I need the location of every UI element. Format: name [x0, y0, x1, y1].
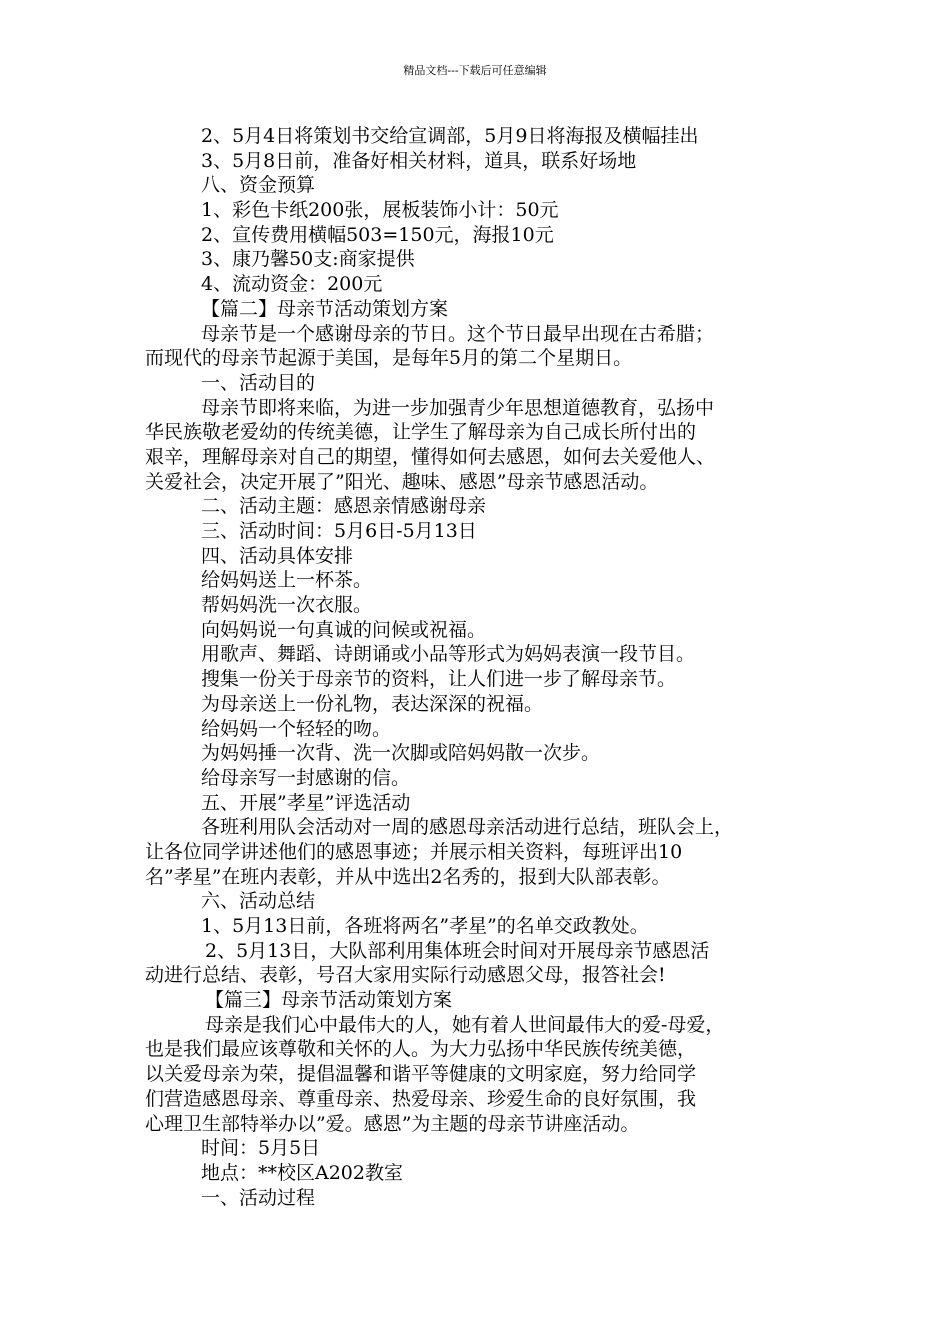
text-line: 以关爱母亲为荣，提倡温馨和谐平等健康的文明家庭，努力给同学 [145, 1063, 697, 1086]
text-line: 艰辛，理解母亲对自己的期望，懂得如何去感恩，如何去关爱他人、 [145, 445, 716, 468]
text-line: 各班利用队会活动对一周的感恩母亲活动进行总结，班队会上， [201, 816, 734, 839]
text-line: 让各位同学讲述他们的感恩事迹；并展示相关资料，每班评出10 [145, 840, 683, 863]
text-line: 给妈妈一个轻轻的吻。 [201, 717, 392, 740]
text-line: 3、5月8日前，准备好相关材料，道具，联系好场地 [201, 149, 637, 172]
text-line: 给母亲写一封感谢的信。 [201, 766, 411, 789]
text-line: 2、宣传费用横幅503=150元，海报10元 [201, 223, 554, 246]
text-line: 2、5月13日，大队部利用集体班会时间对开展母亲节感恩活 [205, 939, 710, 962]
text-line: 们营造感恩母亲、尊重母亲、热爱母亲、珍爱生命的良好氛围，我 [145, 1087, 697, 1110]
text-line: 关爱社会，决定开展了”阳光、趣味、感恩”母亲节感恩活动。 [145, 470, 659, 493]
article-title: 【篇二】母亲节活动策划方案 [201, 297, 449, 320]
text-line: 地点：**校区A202教室 [201, 1161, 403, 1184]
text-line: 帮妈妈洗一次衣服。 [201, 594, 373, 617]
text-line: 华民族敬老爱幼的传统美德，让学生了解母亲为自己成长所付出的 [145, 421, 697, 444]
text-line: 心理卫生部特举办以”爱。感恩”为主题的母亲节讲座活动。 [145, 1112, 640, 1135]
document-body [145, 124, 815, 1210]
page-header: 精品文档---下载后可任意编辑 [403, 64, 547, 77]
text-line: 2、5月4日将策划书交给宣调部，5月9日将海报及横幅挂出 [201, 125, 699, 147]
text-line: 1、彩色卡纸200张，展板装饰小计：50元 [201, 199, 559, 222]
article-title: 【篇三】母亲节活动策划方案 [205, 989, 453, 1012]
section-heading: 二、活动主题：感恩亲情感谢母亲 [201, 495, 487, 518]
text-line: 1、5月13日前，各班将两名”孝星”的名单交政教处。 [201, 915, 649, 937]
section-heading: 一、活动过程 [201, 1186, 316, 1209]
text-line: 用歌声、舞蹈、诗朗诵或小品等形式为妈妈表演一段节目。 [201, 643, 696, 666]
text-line: 为妈妈捶一次背、洗一次脚或陪妈妈散一次步。 [201, 742, 601, 765]
text-line: 为母亲送上一份礼物，表达深深的祝福。 [201, 692, 544, 715]
text-line: 给妈妈送上一杯茶。 [201, 569, 373, 592]
section-heading: 五、开展”孝星”评选活动 [201, 791, 411, 814]
text-line: 也是我们最应该尊敬和关怀的人。为大力弘扬中华民族传统美德， [145, 1038, 697, 1061]
text-line: 3、康乃馨50支:商家提供 [201, 248, 415, 271]
section-heading: 六、活动总结 [201, 890, 316, 913]
text-line: 4、流动资金：200元 [201, 273, 383, 296]
section-heading: 八、资金预算 [201, 174, 316, 197]
text-line: 母亲节即将来临，为进一步加强青少年思想道德教育，弘扬中 [201, 396, 715, 419]
text-line: 母亲节是一个感谢母亲的节日。这个节日最早出现在古希腊； [201, 322, 715, 345]
text-line: 名”孝星”在班内表彰，并从中选出2名秀的，报到大队部表彰。 [145, 865, 671, 888]
text-line: 母亲是我们心中最伟大的人，她有着人世间最伟大的爱-母爱， [205, 1013, 725, 1036]
text-line: 向妈妈说一句真诚的问候或祝福。 [201, 618, 487, 641]
section-heading: 三、活动时间：5月6日-5月13日 [201, 520, 477, 542]
section-heading: 一、活动目的 [201, 371, 316, 394]
text-line: 时间：5月5日 [201, 1137, 321, 1160]
section-heading: 四、活动具体安排 [201, 544, 354, 567]
text-line: 动进行总结、表彰，号召大家用实际行动感恩父母，报答社会! [145, 964, 666, 987]
text-line: 而现代的母亲节起源于美国，是每年5月的第二个星期日。 [145, 347, 633, 370]
text-line: 搜集一份关于母亲节的资料，让人们进一步了解母亲节。 [201, 668, 677, 691]
